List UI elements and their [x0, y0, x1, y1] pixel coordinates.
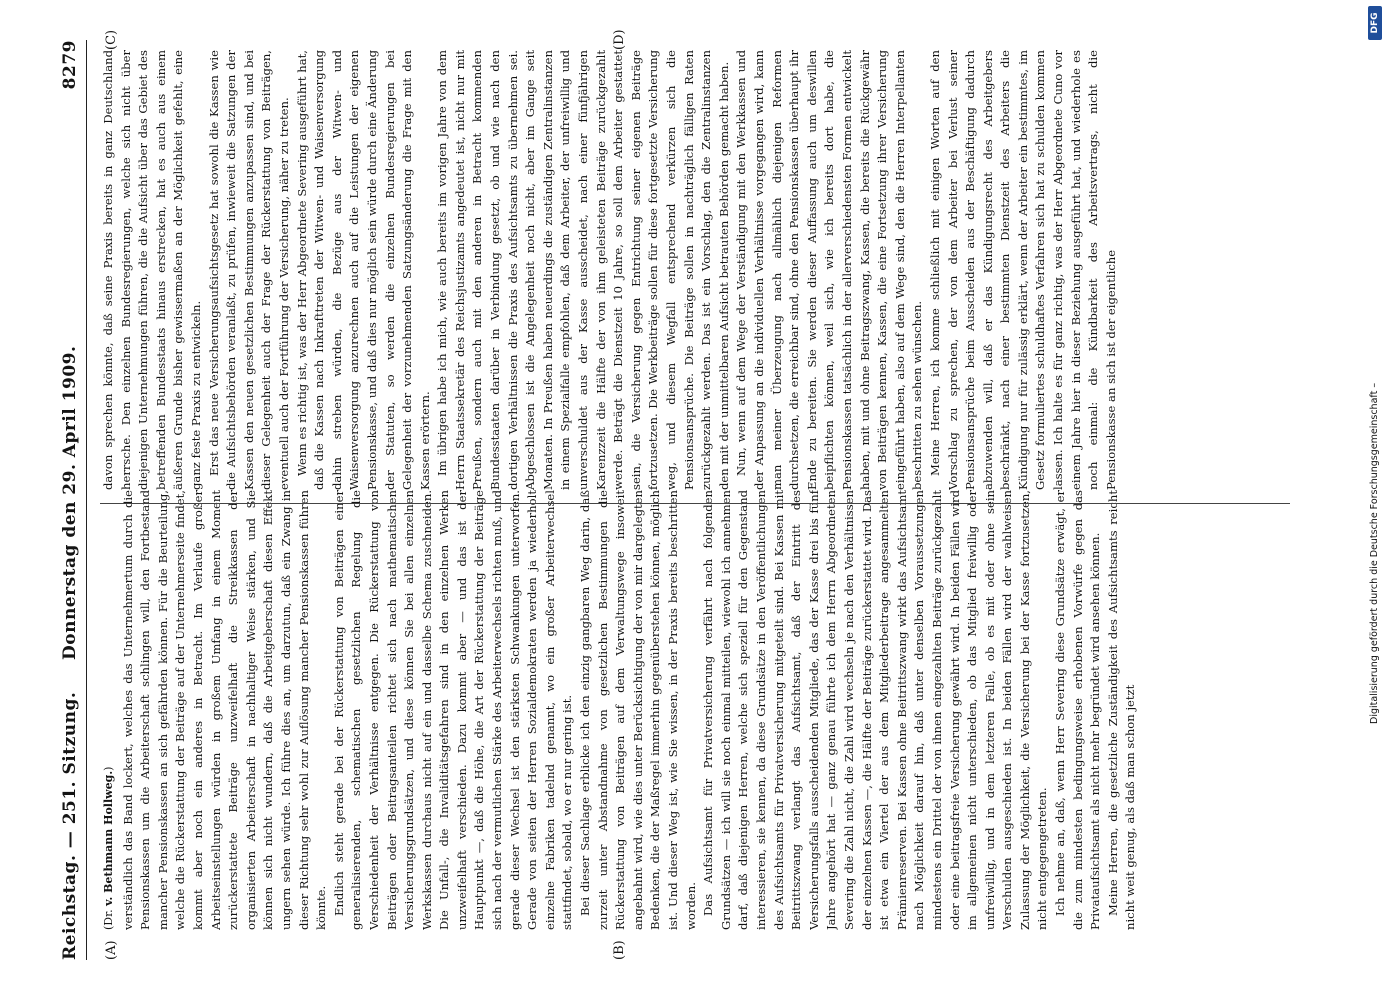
right-column — [100, 50, 1290, 490]
paragraph: Im übrigen habe ich mich, wie auch bereits im vorigen Jahre von dem Herrn Staatssekretär des Reichsjustizamts angedeutet ist, nicht nur mit Preußen, sondern auch mit den anderen in Betracht kommenden Bundesstaaten darüber in Verbindung gesetzt, ob und wie nach den dortigen Verhältnissen die Praxis des Aufsichtsamts zu übernehmen sei. Abgeschlossen ist die Angelegenheit noch nicht, aber im Gange seit Monaten. In Preußen haben neuerdings die zuständigen Zentralinstanzen in einem Spezialfalle empfohlen, daß dem Arbeiter, der unfreiwillig und unverschuldet aus der Kasse ausscheidet, nach einer fünfjährigen Karenzzeit die Hälfte der von ihm geleisteten Beiträge zurückgezahlt werde. Beträgt die Dienstzeit 10 Jahre, so soll dem Arbeiter gestattet sein, die Versicherung gegen Entrichtung seiner eigenen Beiträge fortzusetzen. Die Werkbeiträge sollen für diese fortgesetzte Versicherung weg, und diesem Wegfall entsprechend verkürzen sich die Pensionsansprüche. Die Beiträge sollen in nachträglich fälligen Raten zurückgezahlt werden. Das ist ein Vorschlag, den die Zentralinstanzen den mit der unmittelbaren Aufsicht betrauten Behörden gemacht haben. — [435, 50, 731, 490]
page-number: 8279 — [60, 40, 80, 90]
credit-text: Digitalisierung gefördert durch die Deutsche Forschungsgemeinschaft – — [1369, 382, 1380, 724]
page-header — [60, 40, 90, 960]
speaker-name: v. Bethmann Hollweg. — [102, 770, 115, 906]
paragraph: verständlich das Band lockert, welches das Unternehmertum durch die Pensionskassen um die Arbeiterschaft schlingen will, den Fortbestand mancher Pensionskassen an sich gefährden können. Für die Beurteilung, welche die Rückerstattung der Beiträge auf der Unternehmerseite findet, kommt aber noch ein anderes in Betracht. Im Verlaufe großer Arbeitseinstellungen würden in großem Umfang in einem Moment zurückerstattete Beiträge unzweifelhaft die Streikkassen der organisierten Arbeiterschaft in nachhaltiger Weise stärken, und Sie können sich nicht wundern, daß die Arbeitgeberschaft diesen Effekt ungern sehen würde. Ich führe dies an, um darzutun, daß ein Zwang in dieser Richtung sehr wohl zur Auflösung mancher Pensionskassen führen könnte. — [120, 490, 329, 930]
margin-mark-b: (B) — [612, 940, 627, 960]
digitization-credit — [1368, 44, 1382, 724]
header-left: Reichstag. — 251. Sitzung. — [60, 691, 80, 960]
speaker-line — [100, 490, 118, 930]
paragraph: Meine Herren, die gesetzliche Zuständigkeit des Aufsichtsamts reicht nicht weit genug, als daß man schon jetzt — [1105, 490, 1138, 930]
margin-mark-a: (A) — [104, 940, 119, 960]
margin-mark-d: (D) — [612, 29, 627, 50]
header-rule — [86, 40, 87, 960]
paragraph: Meine Herren, ich komme schließlich mit einigen Worten auf den Vorschlag zu sprechen, der von dem Arbeiter bei Verlust seiner Pensionsansprüche beim Ausscheiden aus der Beschäftigung dadurch abzuwenden will, daß er das Kündigungsrecht des Arbeitgebers beschränkt, nach einer bestimmten Dienstzeit des Arbeiters die Kündigung nur für zulässig erklärt, wenn der Arbeiter ein bestimmtes, im Gesetz formuliertes schuldhaftes Verfahren sich hat zu schulden kommen lassen. Ich halte es für ganz richtig, was der Herr Abgeordnete Cuno vor einem Jahre hier in dieser Beziehung ausgeführt hat, und wiederhole es noch einmal: die Kündbarkeit des Arbeitsvertrags, nicht die Pensionskasse an sich ist der eigentliche — [927, 50, 1118, 490]
paragraph: Nun, wenn auf dem Wege der Verständigung mit den Werkkassen und der Anpassung an die individuellen Verhältnisse vorgegangen wird, kann man meiner Überzeugung nach allmählich diejenigen Reformen durchsetzen, die erreichbar sind, ohne den Pensionskassen überhaupt ihr Ende zu bereiten. Sie werden dieser Auffassung auch um deswillen beipflichten können, weil sich, wie ich bereits dort habe, die Pensionskassen tatsächlich in der allerverschiedensten Formen entwickelt haben, mit und ohne Beitragszwang, Kassen, die bereits die Rückgewähr von Beiträgen kennen, Kassen, die eine Fortsetzung ihrer Versicherung eingeführt haben, also auf dem Wege sind, den die Herren Interpellanten beschritten zu sehen wünschen. — [734, 50, 925, 490]
paragraph: Wenn es richtig ist, was der Herr Abgeordnete Severing ausgeführt hat, daß die Kassen nach Inkrafttreten der Witwen- und Waisenversorgung dahin streben würden, die Bezüge aus der Witwen- und Waisenversorgung anzurechnen auch auf die Leistungen der eigenen Pensionskasse, und daß dies nur möglich sein würde durch eine Änderung der Statuten, so werden die einzelnen Bundesregierungen bei Gelegenheit der vorzunehmenden Satzungsänderung die Frage mit den Kassen erörtern. — [294, 50, 432, 490]
paragraph: Endlich steht gerade bei der Rückerstattung von Beiträgen einer generalisierenden, schematischen gesetzlichen Regelung die Verschiedenheit der Verhältnisse entgegen. Die Rückerstattung von Beiträgen oder Beitragsanteilen richtet sich nach mathematischen Versicherungsgrundsätzen, und diese können Sie bei allen einzelnen Werkskassen durchaus nicht auf ein und dasselbe Schema zuschneiden. Die Unfall-, die Invaliditätsgefahren sind in den einzelnen Werken unzweifelhaft verschieden. Dazu kommt aber — und das ist der Hauptpunkt —, daß die Höhe, die Art der Rückerstattung der Beiträge sich nach der vermutlichen Stärke des Arbeiterwechsels richten muß, und gerade dieser Wechsel ist den stärksten Schwankungen unterworfen. Gerade von seiten der Herren Sozialdemokraten werden ja wiederholt einzelne Fabriken tadelnd genannt, wo ein großer Arbeiterwechsel stattfindet, sobald, wo er nur gering ist. — [331, 490, 575, 930]
left-column — [100, 490, 1290, 930]
paragraph: Erst das neue Versicherungsaufsichtsgesetz hat sowohl die Kassen wie die Aufsichtsbehörden veranlaßt, zu prüfen, inwieweit die Satzungen der Kassen den neuen gesetzlichen Bestimmungen anzupassen sind, und bei dieser Gelegenheit auch der Frage der Rückerstattung von Beiträgen, eventuell auch der Fortführung der Versicherung, näher zu treten. — [206, 50, 291, 490]
header-date: Donnerstag den 29. April 1909. — [60, 345, 80, 660]
margin-mark-c: (C) — [104, 29, 119, 50]
column-divider — [100, 503, 1290, 504]
dfg-logo-text: DFG — [1370, 12, 1380, 34]
paragraph: Das Aufsichtsamt für Privatversicherung verfährt nach folgenden Grundsätzen — ich will sie noch einmal mitteilen, wiewohl ich annehmen darf, daß diejenigen Herren, welche sich speziell für den Gegenstand interessieren, sie kennen, da diese Grundsätze in den Veröffentlichungen des Aufsichtsamts für Privatversicherung mitgeteilt sind. Bei Kassen mit Beitrittszwang verlangt das Aufsichtsamt, daß der Eintritt des Versicherungsfalls ausscheidenden Mitgliede, das der Kasse drei bis fünf Jahre angehört hat — ganz genau führte ich dem Herrn Abgeordneten Severing die Zahl nicht, die Zahl wird wechseln je nach den Verhältnissen der einzelnen Kassen —, die Hälfte der Beiträge zurückerstattet wird. Das ist etwa ein Viertel der aus dem Mitgliederbeitrage angesammelten Prämienreserven. Bei Kassen ohne Beitrittszwang wirkt das Aufsichtsamt nach Möglichkeit darauf hin, daß unter denselben Voraussetzungen mindestens ein Drittel der von ihnen eingezahlten Beiträge zurückgezahlt oder eine beitragsfreie Versicherung gewährt wird. In beiden Fällen wird im allgemeinen nicht unterschieden, ob das Mitglied freiwillig oder unfreiwillig, und in dem letzteren Falle, ob es mit oder ohne sein Verschulden ausgeschieden ist. In beiden Fällen wird der wahlweisen Zulassung der Möglichkeit, die Versicherung bei der Kasse fortzusetzen, nicht entgegengetreten. — [701, 490, 1050, 930]
paragraph: Ich nehme an, daß, wenn Herr Severing diese Grundsätze erwägt, er die zum mindesten bedingungsweise erhobenen Vorwürfe gegen das Privataufsichtsamt als nicht mehr begründet wird ansehen können. — [1053, 490, 1103, 930]
speaker-suffix: ) — [102, 766, 115, 771]
speaker-prefix: (Dr. — [102, 909, 115, 930]
paragraph: davon sprechen könnte, daß seine Praxis bereits in ganz Deutschland herrsche. Den einzelnen Bundesregierungen, welche sich nicht über diejenigen Unternehmungen führen, die die Aufsicht über das Gebiet des betreffenden Bundesstaats hinaus erstrecken, hat es auch aus einem äußeren Grunde bisher gewissermaßen an der Möglichkeit gefehlt, eine ganz feste Praxis zu entwickeln. — [101, 50, 203, 490]
paragraph: Bei dieser Sachlage erblicke ich den einzig gangbaren Weg darin, daß zurzeit unter Abstandnahme von gesetzlichen Bestimmungen die Rückerstattung von Beiträgen auf dem Verwaltungswege insoweit angebahnt wird, wie dies unter Berücksichtigung der von mir dargelegten Bedenken, die der Maßregel immerhin gegenüberstehen können, möglich ist. Und dieser Weg ist, wie Sie wissen, in der Praxis bereits beschritten worden. — [578, 490, 698, 930]
dfg-logo — [1368, 6, 1382, 40]
